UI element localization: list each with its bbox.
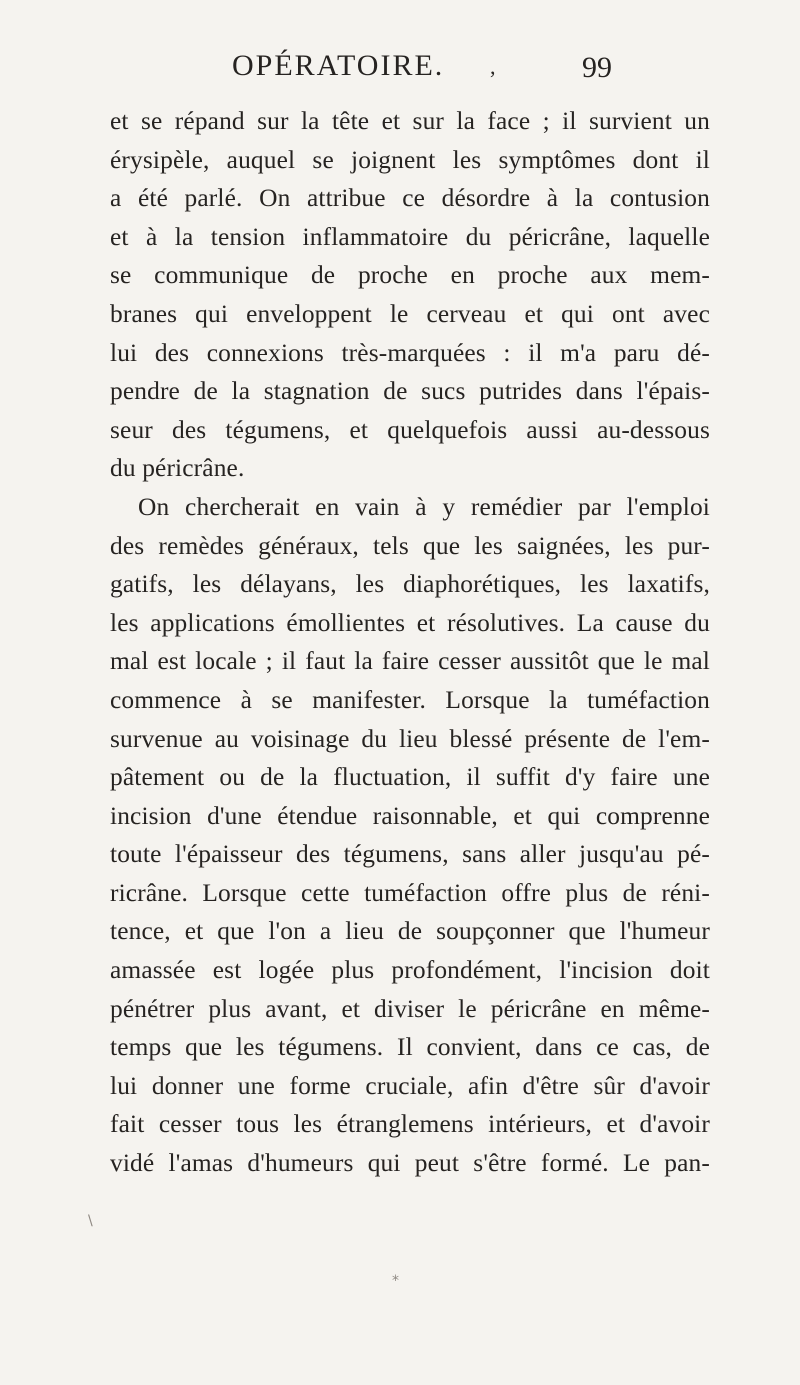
text-line: tence, et que l'on a lieu de soupçonner que l'humeur: [110, 917, 710, 946]
text-line: branes qui enveloppent le cerveau et qui ont avec: [110, 299, 710, 328]
page-number: 99: [582, 51, 612, 84]
text-line: toute l'épaisseur des tégumens, sans aller jusqu'au pé-: [110, 840, 710, 869]
text-line: ricrâne. Lorsque cette tuméfaction offre plus de réni-: [110, 878, 710, 907]
page-speck: *: [392, 1273, 399, 1289]
text-line: fait cesser tous les étranglemens intérieurs, et d'avoir: [110, 1110, 710, 1139]
text-line: gatifs, les délayans, les diaphorétiques, les laxatifs,: [110, 570, 710, 599]
text-line: des remèdes généraux, tels que les saignées, les pur-: [110, 531, 710, 560]
page-header: [232, 48, 612, 88]
text-line: vidé l'amas d'humeurs qui peut s'être formé. Le pan-: [110, 1149, 710, 1178]
text-line: seur des tégumens, et quelquefois aussi au-dessous: [110, 415, 710, 444]
running-head: OPÉRATOIRE.: [232, 49, 445, 82]
text-line: érysipèle, auquel se joignent les symptômes dont il: [110, 145, 710, 174]
text-line: lui donner une forme cruciale, afin d'être sûr d'avoir: [110, 1071, 710, 1100]
page-speck: \: [88, 1213, 93, 1229]
text-line: se communique de proche en proche aux mem-: [110, 261, 710, 290]
text-line: mal est locale ; il faut la faire cesser aussitôt que le mal: [110, 647, 710, 676]
text-line: et à la tension inflammatoire du péricrâne, laquelle: [110, 222, 710, 251]
text-line: pénétrer plus avant, et diviser le péricrâne en même-: [110, 994, 710, 1023]
text-line-paragraph-end: du péricrâne.: [110, 454, 245, 483]
text-line: commence à se manifester. Lorsque la tuméfaction: [110, 685, 710, 714]
header-mark: ,: [490, 54, 496, 79]
text-line: amassée est logée plus profondément, l'incision doit: [110, 956, 710, 985]
text-line: incision d'une étendue raisonnable, et qui comprenne: [110, 801, 710, 830]
text-line: survenue au voisinage du lieu blessé présente de l'em-: [110, 724, 710, 753]
text-line: les applications émollientes et résolutives. La cause du: [110, 608, 710, 637]
text-line: pendre de la stagnation de sucs putrides dans l'épais-: [110, 377, 710, 406]
text-line: pâtement ou de la fluctuation, il suffit d'y faire une: [110, 763, 710, 792]
text-line: et se répand sur la tête et sur la face ; il survient un: [110, 107, 710, 135]
text-line: lui des connexions très-marquées : il m'a paru dé-: [110, 338, 710, 367]
text-line: a été parlé. On attribue ce désordre à la contusion: [110, 184, 710, 213]
body-text: [110, 102, 710, 1183]
text-line-paragraph-start: On chercherait en vain à y remédier par l'emploi: [138, 492, 710, 521]
text-line: temps que les tégumens. Il convient, dans ce cas, de: [110, 1033, 710, 1062]
